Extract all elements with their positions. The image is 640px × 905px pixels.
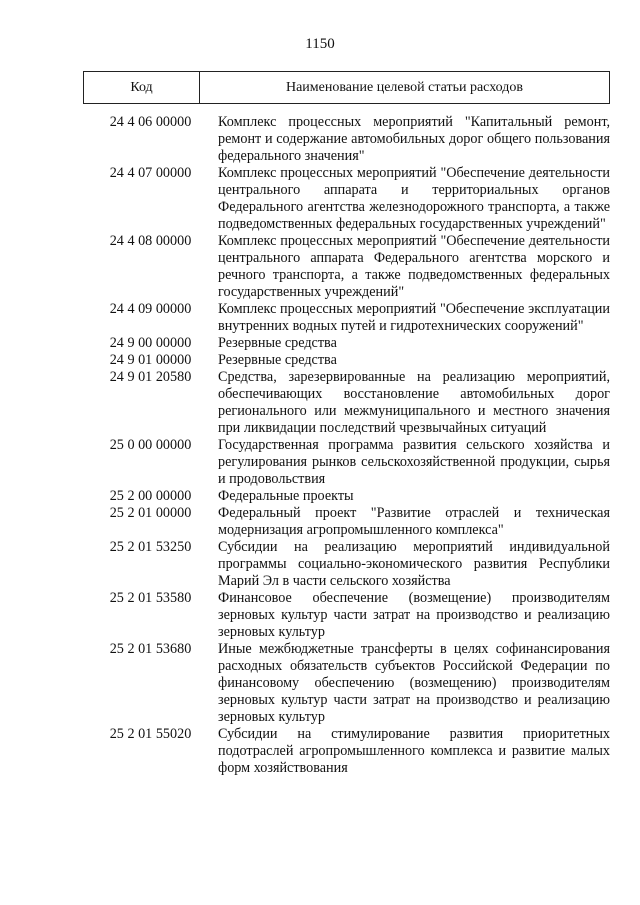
table-row [83,641,613,726]
table-row [83,352,613,369]
table-row [83,165,613,233]
row-name: Финансовое обеспечение (возмещение) производителям зерновых культур части затрат на производство и реализацию зерновых культур [218,590,610,640]
row-code: 24 9 00 00000 [109,335,192,351]
row-name: Федеральный проект "Развитие отраслей и техническая модернизация агропромышленного комплекса" [218,505,610,538]
table-row [83,233,613,301]
table-row [83,726,613,777]
row-code: 24 9 01 00000 [109,352,192,368]
table-row [83,301,613,335]
row-name: Субсидии на реализацию мероприятий индивидуальной программы социально-экономического развития Республики Марий Эл в части сельского хозяйства [218,539,610,589]
row-code: 25 2 01 53680 [109,641,192,657]
row-code: 25 2 01 53250 [109,539,192,555]
row-code: 25 2 00 00000 [109,488,192,504]
row-code: 24 4 09 00000 [109,301,192,317]
row-code: 24 9 01 20580 [109,369,192,385]
table-row [83,539,613,590]
row-code: 24 4 08 00000 [109,233,192,249]
row-name: Средства, зарезервированные на реализацию мероприятий, обеспечивающих восстановление автомобильных дорог регионального или межмуниципального и местного значения при ликвидации последствий чрезвычайных ситуаций [218,369,610,436]
row-code: 24 4 06 00000 [109,114,192,130]
table-body [83,114,613,777]
table-row [83,369,613,437]
row-code: 25 0 00 00000 [109,437,192,453]
row-name: Государственная программа развития сельского хозяйства и регулирования рынков сельскохозяйственной продукции, сырья и продовольствия [218,437,610,487]
row-name: Комплекс процессных мероприятий "Обеспечение деятельности центрального аппарата Федерального агентства морского и речного транспорта, а также подведомственных федеральных государственных учреждений" [218,233,610,300]
table-row [83,505,613,539]
table-row [83,590,613,641]
page-number: 1150 [305,36,335,52]
row-name: Резервные средства [218,335,337,351]
row-name: Комплекс процессных мероприятий "Обеспечение эксплуатации внутренних водных путей и гидротехнических сооружений" [218,301,610,334]
row-name: Иные межбюджетные трансферты в целях софинансирования расходных обязательств субъектов Российской Федерации по финансовому обеспечению (возмещению) производителям зерновых культур части затрат на производство и реализацию зерновых культур [218,641,610,725]
row-name: Комплекс процессных мероприятий "Обеспечение деятельности центрального аппарата и территориальных органов Федерального агентства железнодорожного транспорта, а также подведомственных федеральных государственных учреждений" [218,165,610,232]
row-name: Субсидии на стимулирование развития приоритетных подотраслей агропромышленного комплекса и развитие малых форм хозяйствования [218,726,610,776]
row-name: Комплекс процессных мероприятий "Капитальный ремонт, ремонт и содержание автомобильных дорог общего пользования федерального значения" [218,114,610,164]
table-row [83,437,613,488]
row-name: Резервные средства [218,352,337,368]
row-name: Федеральные проекты [218,488,354,504]
table-row [83,335,613,352]
table-row [83,488,613,505]
row-code: 24 4 07 00000 [109,165,192,181]
header-code: Код [84,72,200,103]
header-name: Наименование целевой статьи расходов [285,79,524,95]
table-row [83,114,613,165]
row-code: 25 2 01 00000 [109,505,192,521]
table-header [83,71,610,104]
row-code: 25 2 01 55020 [109,726,192,742]
row-code: 25 2 01 53580 [109,590,192,606]
